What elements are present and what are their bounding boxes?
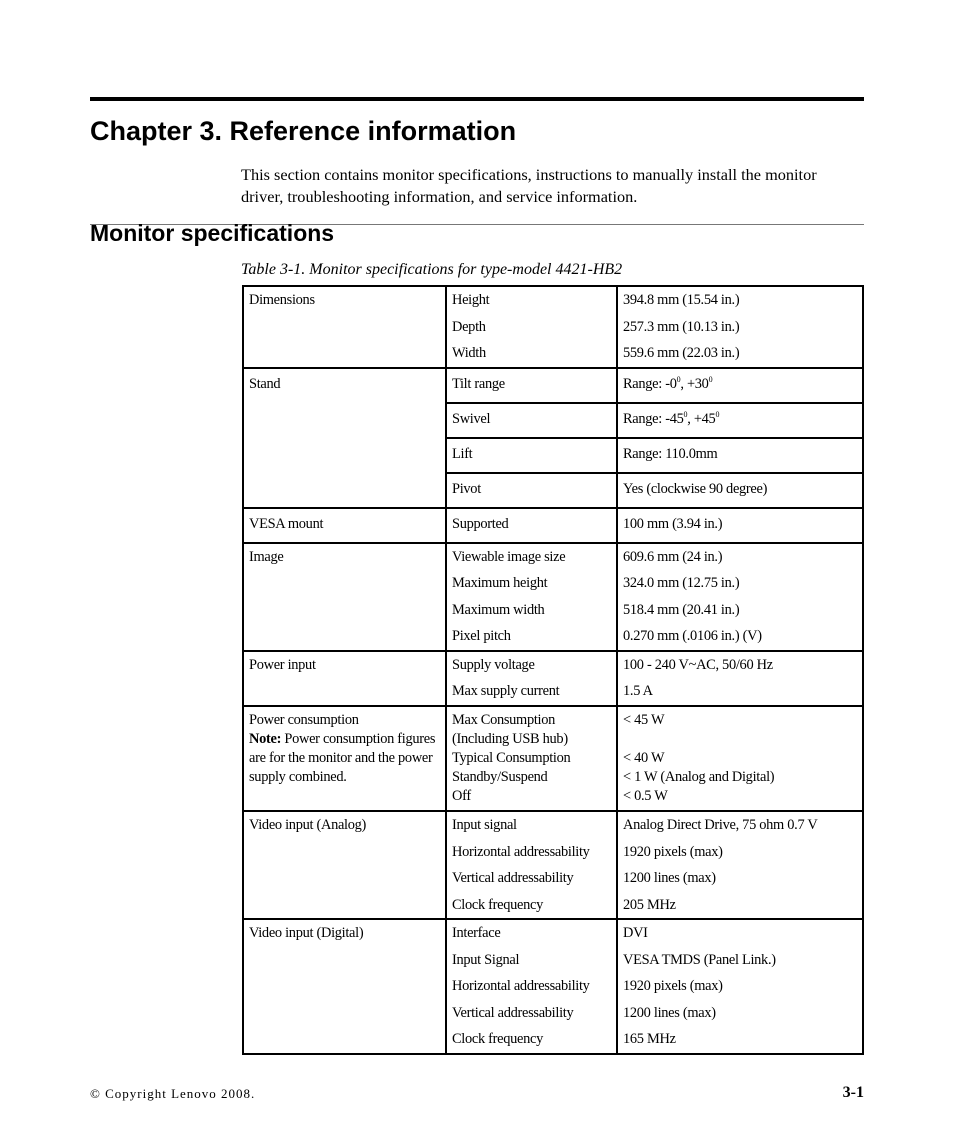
table-row	[243, 811, 863, 919]
chapter-top-rule	[90, 97, 864, 101]
table-row	[243, 651, 863, 706]
spec-name: Depth	[452, 318, 486, 335]
spec-values	[617, 508, 863, 543]
spec-name: Height	[452, 292, 490, 308]
spec-name: Swivel	[452, 410, 491, 427]
category-label: Power input	[249, 656, 316, 673]
spec-name: Horizontal addressability	[452, 978, 590, 995]
spec-value: 1200 lines (max)	[623, 870, 716, 887]
category-label: Image	[249, 548, 284, 565]
spec-value: 1920 pixels (max)	[623, 978, 723, 995]
table-row	[243, 543, 863, 651]
spec-value: 100 mm (3.94 in.)	[623, 515, 723, 532]
category-label: Stand	[249, 375, 281, 392]
table-caption: Table 3-1. Monitor specifications for type-model 4421-HB2	[241, 261, 623, 278]
spec-value: < 0.5 W	[623, 788, 668, 805]
spec-name: Standby/Suspend	[452, 769, 548, 786]
table-row	[243, 706, 863, 812]
spec-name: Width	[452, 345, 486, 361]
spec-names	[446, 473, 617, 508]
spec-value: DVI	[623, 925, 648, 942]
spec-name: Horizontal addressability	[452, 843, 590, 860]
spec-value: 324.0 mm (12.75 in.)	[623, 575, 740, 591]
spec-name: Clock frequency	[452, 1031, 543, 1048]
spec-value: Range: $-45^0$, $+45^0$	[623, 409, 720, 427]
spec-value: Range: 110.0mm	[623, 445, 718, 462]
monitor-spec-table	[242, 285, 864, 1055]
table-row	[243, 508, 863, 543]
spec-names	[446, 706, 617, 812]
table-row	[243, 286, 863, 368]
spec-names	[446, 811, 617, 919]
spec-values	[617, 651, 863, 706]
spec-value: 518.4 mm (20.41 in.)	[623, 601, 740, 618]
spec-category	[243, 651, 446, 706]
page-number: 3-1	[842, 1084, 864, 1101]
spec-names	[446, 368, 617, 403]
spec-category	[243, 919, 446, 1054]
spec-name: Maximum height	[452, 575, 548, 591]
spec-name: Off	[452, 788, 471, 805]
spec-value: 100 - 240 V~AC, 50/60 Hz	[623, 656, 773, 673]
spec-name: Input signal	[452, 817, 517, 834]
spec-value: Yes (clockwise 90 degree)	[623, 480, 768, 497]
spec-values	[617, 403, 863, 438]
spec-value: 559.6 mm (22.03 in.)	[623, 345, 740, 361]
spec-value: 1.5 A	[623, 683, 653, 699]
category-label: Dimensions	[249, 292, 315, 308]
spec-category	[243, 543, 446, 651]
spec-names	[446, 508, 617, 543]
category-label: Video input (Analog)	[249, 817, 367, 834]
spec-name: Max supply current	[452, 683, 560, 699]
spec-values	[617, 368, 863, 403]
spec-name: Maximum width	[452, 601, 545, 618]
spec-name: Max Consumption	[452, 711, 556, 728]
spec-value	[623, 730, 857, 749]
category-label: Video input (Digital)	[249, 925, 364, 942]
note-label: Note:	[249, 730, 282, 747]
spec-name: Supply voltage	[452, 656, 535, 673]
spec-values	[617, 811, 863, 919]
spec-values	[617, 706, 863, 812]
spec-names	[446, 438, 617, 473]
spec-category	[243, 811, 446, 919]
spec-names	[446, 651, 617, 706]
spec-value: 165 MHz	[623, 1031, 676, 1048]
table-row	[243, 368, 863, 403]
spec-name: Viewable image size	[452, 548, 566, 565]
spec-values	[617, 286, 863, 368]
table-row	[243, 919, 863, 1054]
spec-value: 609.6 mm (24 in.)	[623, 548, 723, 565]
spec-names	[446, 919, 617, 1054]
note-text: Note: Power consumption figures are for the monitor and the power supply combined.	[249, 730, 436, 786]
spec-values	[617, 919, 863, 1054]
spec-value: < 40 W	[623, 749, 665, 766]
spec-name: Input Signal	[452, 951, 520, 968]
category-label: VESA mount	[249, 515, 324, 532]
spec-value: 257.3 mm (10.13 in.)	[623, 318, 740, 335]
spec-name: Tilt range	[452, 375, 505, 392]
spec-category	[243, 706, 446, 812]
power-consumption-note	[244, 707, 445, 792]
spec-name: Vertical addressability	[452, 1004, 574, 1021]
chapter-intro: This section contains monitor specifications, instructions to manually install the monitor driver, troubleshooting information, and service information.	[241, 165, 817, 206]
spec-name: Typical Consumption	[452, 749, 571, 766]
spec-name: (Including USB hub)	[452, 730, 568, 747]
spec-name: Vertical addressability	[452, 870, 574, 887]
spec-value: < 45 W	[623, 711, 665, 728]
spec-category	[243, 508, 446, 543]
chapter-title: Chapter 3. Reference information	[90, 116, 517, 146]
spec-value: < 1 W (Analog and Digital)	[623, 769, 775, 786]
spec-value: VESA TMDS (Panel Link.)	[623, 951, 776, 968]
spec-names	[446, 286, 617, 368]
spec-name: Clock frequency	[452, 896, 543, 913]
category-label: Power consumption	[249, 711, 359, 728]
spec-value: Analog Direct Drive, 75 ohm 0.7 V	[623, 817, 818, 834]
spec-name: Supported	[452, 515, 509, 532]
section-title: Monitor specifications	[90, 220, 335, 246]
spec-category	[243, 368, 446, 508]
spec-value: 1200 lines (max)	[623, 1004, 716, 1021]
spec-name: Lift	[452, 445, 473, 462]
spec-name: Pivot	[452, 480, 481, 497]
spec-value: 0.270 mm (.0106 in.) (V)	[623, 628, 762, 644]
spec-value: 394.8 mm (15.54 in.)	[623, 292, 740, 308]
spec-value: Range: $-0^0$, $+30^0$	[623, 374, 713, 392]
copyright-notice: © Copyright Lenovo 2008.	[90, 1086, 256, 1101]
spec-category	[243, 286, 446, 368]
spec-values	[617, 543, 863, 651]
spec-value: 205 MHz	[623, 896, 676, 913]
spec-names	[446, 543, 617, 651]
spec-name: Interface	[452, 925, 501, 942]
spec-values	[617, 473, 863, 508]
spec-names	[446, 403, 617, 438]
spec-name: Pixel pitch	[452, 628, 511, 644]
spec-values	[617, 438, 863, 473]
spec-value: 1920 pixels (max)	[623, 843, 723, 860]
